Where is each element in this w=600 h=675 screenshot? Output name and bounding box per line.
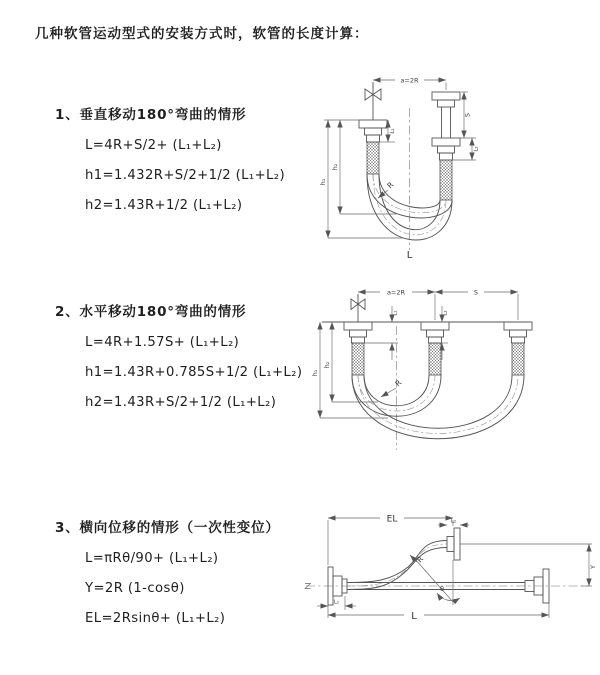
fixed-end-flange [344, 322, 372, 375]
dim-label-l2: L₂ [473, 146, 480, 152]
moving-end-flange-pos1 [421, 322, 449, 375]
section-vertical-move [55, 107, 285, 214]
dim-l1 [317, 596, 356, 610]
dim-label-h1: h₁ [311, 369, 319, 377]
dim-r [381, 378, 403, 397]
moving-end-flange-pos2 [504, 322, 532, 375]
formula-h1: h1=1.43R+0.785S+1/2 (L₁+L₂) [85, 365, 303, 380]
dim-label-s: S [473, 288, 479, 297]
dim-label-l1: L₁ [333, 599, 340, 606]
section-2-heading: 2、水平移动180°弯曲的情形 [55, 304, 247, 320]
formula-h2: h2=1.43R+S/2+1/2 (L₁+L₂) [85, 395, 277, 410]
dim-label-l2: L₂ [442, 310, 449, 316]
fixed-end-flange [359, 120, 387, 174]
dim-s [454, 92, 476, 138]
dim-l1 [380, 120, 396, 142]
dim-label-l2: L₂ [450, 518, 457, 525]
formula-length: L=πRθ/90+ (L₁+L₂) [85, 551, 219, 566]
section-horizontal-move [55, 304, 302, 411]
dim-label-s: S [463, 112, 472, 118]
dim-label-l: L [406, 250, 413, 261]
dim-theta [415, 559, 460, 605]
dim-h2 [323, 322, 378, 402]
dim-label-r: R [393, 378, 404, 389]
dim-label-a2r: a=2R [386, 288, 406, 297]
dim-el [328, 515, 453, 566]
diagram-vertical-move-180-bend [318, 66, 568, 262]
dim-label-l1: L₁ [390, 128, 396, 134]
page-title: 几种软管运动型式的安装方式时，软管的长度计算： [35, 26, 369, 42]
section-lateral-displacement [55, 520, 280, 627]
dim-l2 [438, 519, 469, 526]
dim-label-l: L [411, 611, 417, 622]
dim-label-a2r: a=2R [400, 76, 419, 85]
dim-l2 [453, 138, 480, 160]
formula-h2: h2=1.43R+1/2 (L₁+L₂) [85, 198, 243, 213]
dim-label-h2: h₂ [331, 163, 339, 171]
formula-el: EL=2Rsinθ+ (L₁+L₂) [85, 611, 226, 626]
dim-h2 [331, 120, 396, 214]
moving-end-flange [432, 92, 460, 200]
section-3-heading: 3、横向位移的情形（一次性变位） [55, 520, 280, 536]
formula-h1: h1=1.432R+S/2+1/2 (L₁+L₂) [85, 168, 286, 183]
diagram-lateral-displacement [298, 498, 600, 660]
dim-label-r: R [415, 554, 426, 565]
dim-label-theta: θ [440, 585, 444, 593]
dim-y [460, 544, 597, 586]
hose-u-loop [352, 375, 524, 439]
dim-label-y: Y [589, 565, 597, 569]
formula-length: L=4R+1.57S+ (L₁+L₂) [85, 335, 240, 350]
dim-label-h2: h₂ [323, 361, 331, 369]
dim-h1 [319, 120, 404, 238]
dim-label-l1: L₁ [392, 310, 399, 316]
upper-flange [447, 528, 460, 560]
dim-l2 [441, 306, 449, 360]
dim-l [328, 603, 549, 622]
valve-icon [365, 82, 381, 120]
dim-l1 [364, 306, 399, 360]
diagram-horizontal-move-180-bend [308, 278, 593, 456]
formula-length: L=4R+S/2+ (L₁+L₂) [85, 138, 222, 153]
dim-label-r: R [385, 180, 396, 191]
dim-label-el: EL [386, 514, 398, 525]
formula-y: Y=2R (1-cosθ) [85, 581, 185, 596]
section-1-heading: 1、垂直移动180°弯曲的情形 [55, 107, 247, 123]
valve-icon [351, 294, 365, 322]
dim-label-h1: h₁ [319, 178, 327, 186]
dim-a2r [373, 77, 446, 90]
